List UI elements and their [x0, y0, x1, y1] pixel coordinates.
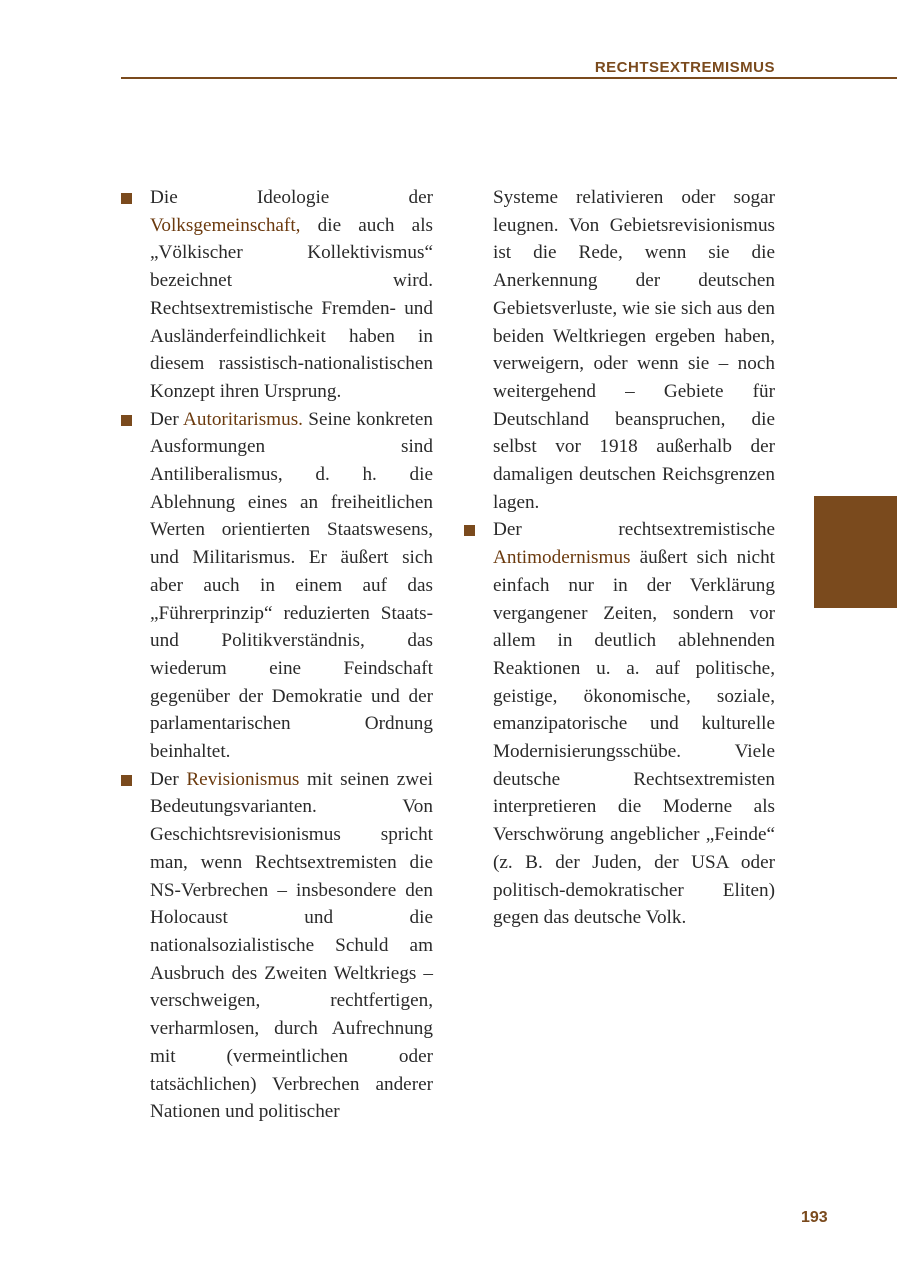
- right-column: [464, 184, 775, 932]
- continued-paragraph: Systeme relativieren oder sogar leugnen. Von Gebietsrevisionismus ist die Rede, wenn sie die Anerkennung der deutschen Gebietsverluste, wie sie sich aus den beiden Weltkriegen ergeben haben, verweigern, oder wenn sie – noch weitergehend – Gebiete für Deutschland beanspruchen, die selbst vor 1918 außerhalb der damaligen deutschen Reichsgrenzen lagen.: [493, 187, 775, 513]
- bullet-square-icon: [121, 775, 132, 786]
- key-term: Autoritarismus.: [183, 408, 303, 430]
- bullet-square-icon: [121, 193, 132, 204]
- left-column: [121, 184, 433, 1126]
- chapter-tab-marker: [814, 496, 897, 608]
- list-item: Die Ideologie der Volksgemeinschaft, die auch als „Völkischer Kollektivismus“ bezeichnet wird. Rechtsextremistische Fremden- und Ausländerfeindlichkeit haben in diesem rassistisch-nationalistischen Konzept ihren Ursprung.: [121, 184, 433, 406]
- key-term: Volksgemeinschaft,: [150, 214, 301, 236]
- bullet-square-icon: [464, 525, 475, 536]
- running-head: RECHTSEXTREMISMUS: [594, 59, 775, 76]
- list-item: Der rechtsextremistische Antimodernismus äußert sich nicht einfach nur in der Verklärung vergangener Zeiten, sondern vor allem in deutlich ablehnenden Reaktionen u. a. auf politische, geistige, ökonomische, soziale, emanzipatorische und kulturelle Modernisierungsschübe. Viele deutsche Rechtsextremisten interpretieren die Moderne als Verschwörung angeblicher „Feinde“ (z. B. der Juden, der USA oder politisch-demokratischer Eliten) gegen das deutsche Volk.: [464, 516, 775, 932]
- key-term: Revisionismus: [186, 768, 300, 790]
- list-item: Der Autoritarismus. Seine konkreten Ausformungen sind Antiliberalismus, d. h. die Ablehnung eines an freiheitlichen Werten orientierten Staatswesens, und Militarismus. Er äußert sich aber auch in einem auf das „Führerprinzip“ reduzierten Staats- und Politikverständnis, das wiederum eine Feindschaft gegenüber der Demokratie und der parlamentarischen Ordnung beinhaltet.: [121, 406, 433, 766]
- key-term: Antimodernismus: [493, 547, 631, 569]
- page-number: 193: [801, 1209, 828, 1226]
- header-rule: [121, 77, 897, 79]
- bullet-square-icon: [121, 415, 132, 426]
- list-item: Der Revisionismus mit seinen zwei Bedeutungsvarianten. Von Geschichtsrevisionismus spricht man, wenn Rechtsextremisten die NS-Verbrechen – insbesondere den Holocaust und die nationalsozialistische Schuld am Ausbruch des Zweiten Weltkriegs – verschweigen, rechtfertigen, verharmlosen, durch Aufrechnung mit (vermeintlichen oder tatsächlichen) Verbrechen anderer Nationen und politischer: [121, 766, 433, 1126]
